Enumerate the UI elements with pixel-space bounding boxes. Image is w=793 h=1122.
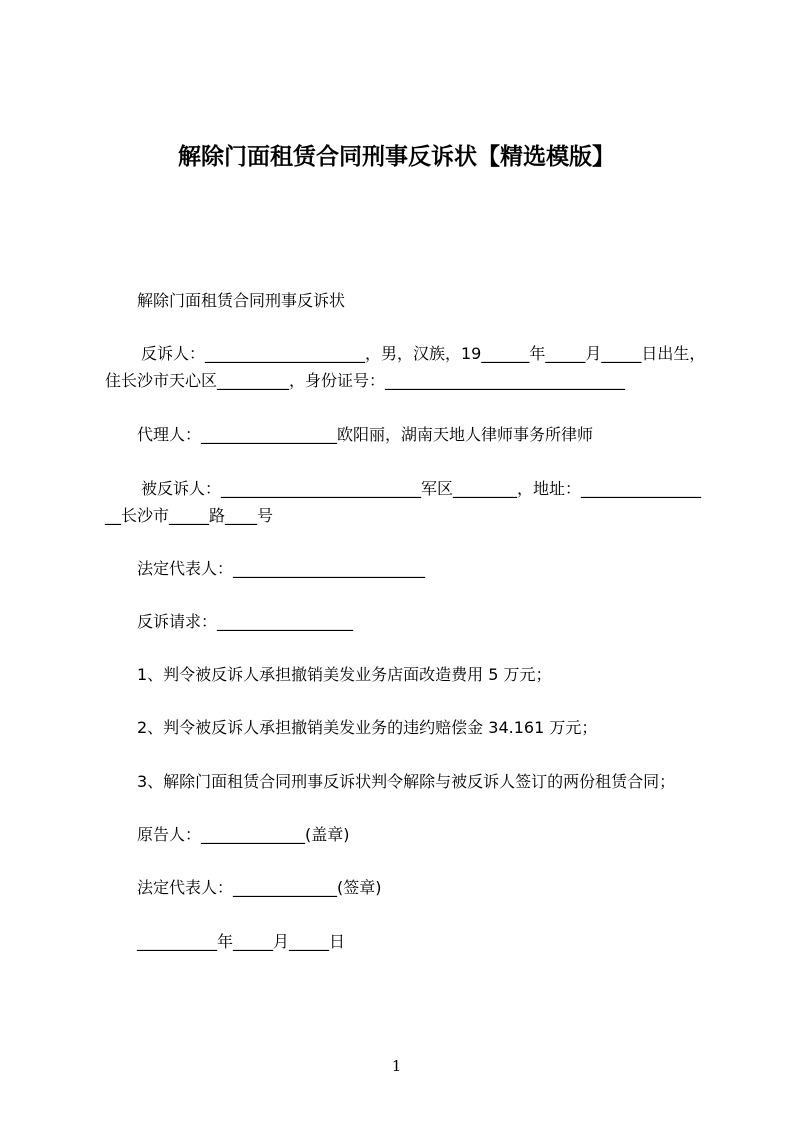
representative-signature-line: 法定代表人：_____________(签章) xyxy=(137,878,382,897)
legal-representative-line: 法定代表人：________________________ xyxy=(137,559,426,578)
claim-item-1: 1、判令被反诉人承担撤销美发业务店面改造费用 5 万元； xyxy=(137,665,552,684)
claims-heading-line: 反诉请求：_________________ xyxy=(137,612,354,631)
heading-line: 解除门面租赁合同刑事反诉状 xyxy=(137,291,346,310)
claim-item-3: 3、解除门面租赁合同刑事反诉状判令解除与被反诉人签订的两份租赁合同； xyxy=(137,772,676,791)
respondent-address-line: __长沙市_____路____号 xyxy=(105,506,274,525)
respondent-line: 被反诉人：_________________________军区________，地址：_______________ xyxy=(141,479,702,498)
counterclaimant-line: 反诉人：____________________，男，汉族，19______年_____月_____日出生， xyxy=(141,344,706,363)
date-line: __________年_____月_____日 xyxy=(137,932,346,951)
plaintiff-seal-line: 原告人：_____________(盖章) xyxy=(137,825,350,844)
claim-item-2: 2、判令被反诉人承担撤销美发业务的违约赔偿金 34.161 万元； xyxy=(137,718,598,737)
agent-line: 代理人：_________________欧阳丽，湖南天地人律师事务所律师 xyxy=(137,425,594,444)
document-title: 解除门面租赁合同刑事反诉状【精选模版】 xyxy=(178,144,615,170)
page-number: 1 xyxy=(391,1057,402,1075)
counterclaimant-address-line: 住长沙市天心区_________，身份证号：______________________________ xyxy=(105,371,626,390)
